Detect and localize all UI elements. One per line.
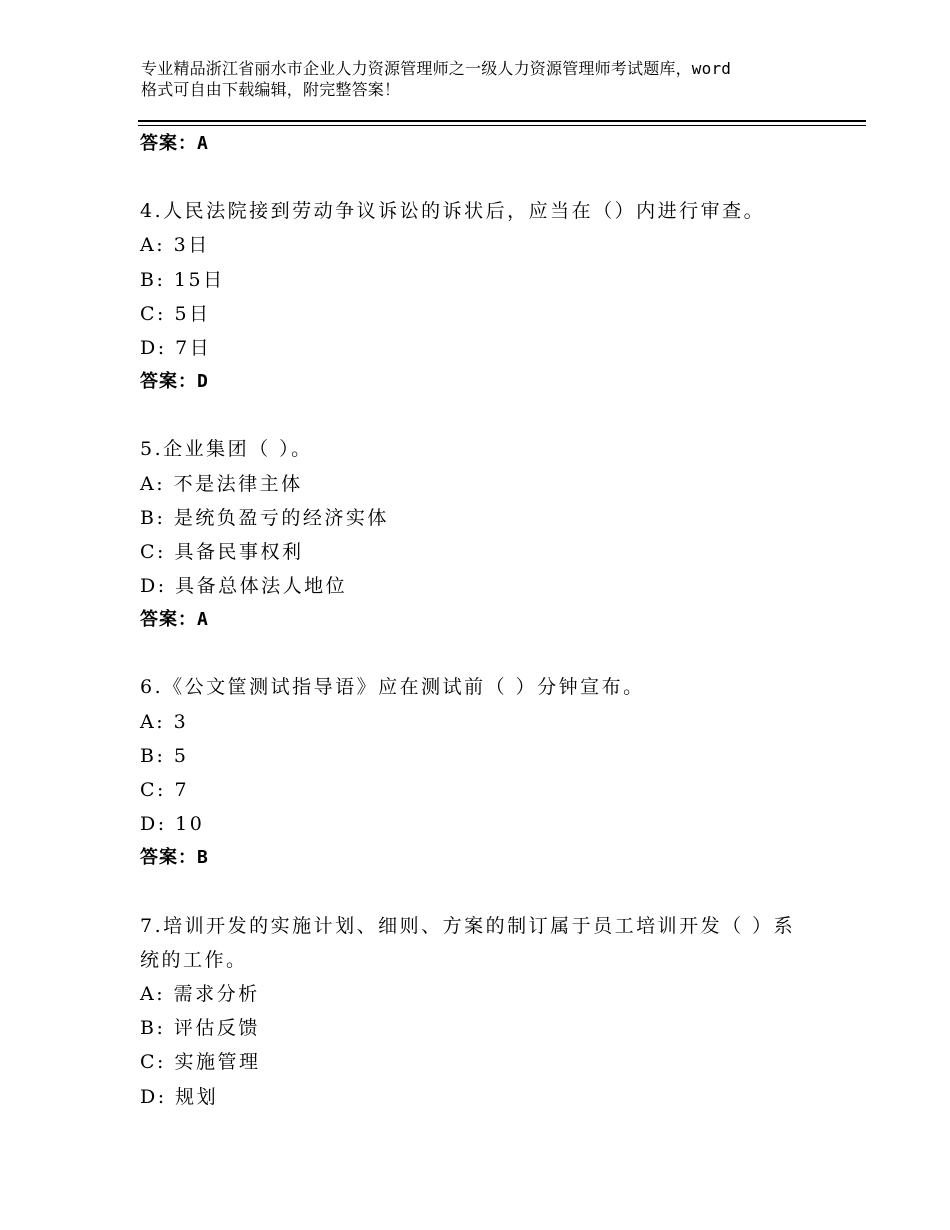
- header-divider-thin: [138, 125, 866, 126]
- option-c: C: 具备民事权利: [140, 540, 304, 563]
- option-c: C: 5日: [140, 302, 211, 325]
- question-stem-line-2: 统的工作。: [140, 948, 248, 971]
- option-d: D: 具备总体法人地位: [140, 575, 348, 598]
- question-stem: 6.《公文筐测试指导语》应在测试前（ ）分钟宣布。: [140, 676, 645, 699]
- question-5: [140, 432, 840, 637]
- question-7: [140, 909, 840, 1114]
- question-4: [140, 194, 840, 399]
- question-answer: 答案：D: [140, 371, 209, 393]
- option-a: A: 3: [140, 710, 189, 733]
- option-b: B: 评估反馈: [140, 1017, 260, 1040]
- option-d: D: 7日: [140, 336, 212, 359]
- option-d: D: 10: [140, 813, 205, 836]
- option-a: A: 3日: [140, 234, 210, 257]
- option-b: B: 是统负盈亏的经济实体: [140, 506, 389, 529]
- option-c: C: 7: [140, 779, 190, 801]
- header-line-2: 格式可自由下载编辑，附完整答案！: [141, 80, 401, 99]
- option-b: B: 5: [140, 744, 189, 767]
- question-answer: 答案：B: [140, 847, 209, 869]
- option-a: A: 需求分析: [140, 982, 260, 1005]
- option-b: B: 15日: [140, 268, 225, 291]
- previous-answer: 答案：A: [140, 133, 209, 154]
- option-d: D: 规划: [140, 1085, 219, 1108]
- option-a: A: 不是法律主体: [140, 472, 303, 495]
- option-c: C: 实施管理: [140, 1051, 261, 1074]
- header-divider-thick: [138, 120, 866, 122]
- header-line-1: 专业精品浙江省丽水市企业人力资源管理师之一级人力资源管理师考试题库，word: [141, 59, 732, 78]
- question-list: [140, 127, 840, 1114]
- question-answer: 答案：A: [140, 609, 209, 631]
- question-stem: 4.人民法院接到劳动争议诉讼的诉状后，应当在（）内进行审查。: [140, 200, 766, 223]
- question-stem-line-1: 7.培训开发的实施计划、细则、方案的制订属于员工培训开发（ ）系: [140, 914, 796, 937]
- question-stem: 5.企业集团（ ）。: [140, 438, 313, 461]
- document-header: [141, 58, 841, 100]
- question-6: [140, 670, 840, 875]
